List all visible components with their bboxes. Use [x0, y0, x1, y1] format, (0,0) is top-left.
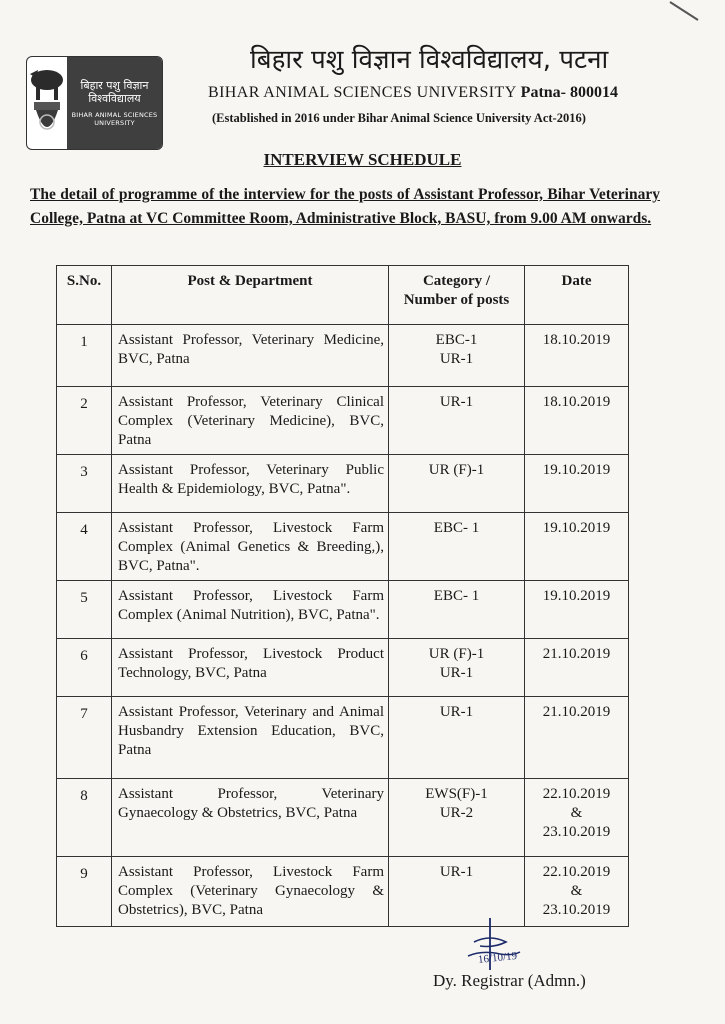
- logo-english-line2: UNIVERSITY: [94, 119, 135, 127]
- cell-post-department: Assistant Professor, Veterinary Gynaecology & Obstetrics, BVC, Patna: [112, 779, 389, 857]
- cell-post-department: Assistant Professor, Veterinary Clinical Complex (Veterinary Medicine), BVC, Patna: [112, 387, 389, 455]
- date-line: &: [570, 805, 583, 821]
- page-title: INTERVIEW SCHEDULE: [263, 150, 462, 169]
- table-row: [57, 455, 629, 513]
- cell-date: [525, 513, 629, 581]
- cell-post-department: Assistant Professor, Veterinary Public Health & Epidemiology, BVC, Patna".: [112, 455, 389, 513]
- table-row: [57, 639, 629, 697]
- logo-english-line1: BIHAR ANIMAL SCIENCES: [71, 111, 158, 119]
- cell-sno: 9: [57, 857, 112, 927]
- logo-hindi-text: बिहार पशु विज्ञान विश्वविद्यालय: [80, 79, 149, 105]
- cell-category: [389, 513, 525, 581]
- cell-sno: 6: [57, 639, 112, 697]
- cell-category: [389, 779, 525, 857]
- header-post: Post & Department: [112, 266, 389, 325]
- cell-sno: 1: [57, 325, 112, 387]
- cell-date: [525, 857, 629, 927]
- cell-category: [389, 455, 525, 513]
- category-line: EBC- 1: [433, 588, 480, 604]
- table-row: [57, 779, 629, 857]
- category-line: UR-1: [439, 665, 474, 681]
- cell-post-department: Assistant Professor, Livestock Product Technology, BVC, Patna: [112, 639, 389, 697]
- date-line: 19.10.2019: [542, 520, 611, 536]
- category-line: EWS(F)-1: [425, 786, 488, 802]
- cell-category: [389, 325, 525, 387]
- signature-date: 16/10/19: [477, 949, 518, 967]
- university-city: Patna- 800014: [520, 84, 618, 101]
- cell-post-department: Assistant Professor, Livestock Farm Complex (Animal Genetics & Breeding,), BVC, Patna".: [112, 513, 389, 581]
- cell-sno: 5: [57, 581, 112, 639]
- table-row: [57, 513, 629, 581]
- date-line: 18.10.2019: [542, 332, 611, 348]
- cell-post-department: Assistant Professor, Veterinary and Animal Husbandry Extension Education, BVC, Patna: [112, 697, 389, 779]
- category-line: UR (F)-1: [428, 462, 485, 478]
- cell-post-department: Assistant Professor, Livestock Farm Complex (Veterinary Gynaecology & Obstetrics), BVC, Patna: [112, 857, 389, 927]
- cell-sno: 8: [57, 779, 112, 857]
- intro-paragraph: The detail of programme of the interview for the posts of Assistant Professor, Bihar Veterinary College, Patna at VC Committee Room, Administrative Block, BASU, from 9.00 AM onwards.: [30, 186, 660, 227]
- cell-date: [525, 455, 629, 513]
- date-line: 19.10.2019: [542, 588, 611, 604]
- cell-sno: 3: [57, 455, 112, 513]
- cell-category: [389, 697, 525, 779]
- table-header-row: [57, 266, 629, 325]
- cell-date: [525, 779, 629, 857]
- category-line: UR-1: [439, 704, 474, 720]
- header-date: Date: [525, 266, 629, 325]
- date-line: 23.10.2019: [542, 902, 611, 918]
- header-category: [389, 266, 525, 325]
- cell-date: [525, 697, 629, 779]
- cell-date: [525, 581, 629, 639]
- header-category-line2: Number of posts: [403, 292, 510, 308]
- category-line: UR-2: [439, 805, 474, 821]
- header-category-line1: Category /: [422, 273, 491, 289]
- university-logo: [26, 56, 163, 150]
- cell-post-department: Assistant Professor, Livestock Farm Complex (Animal Nutrition), BVC, Patna".: [112, 581, 389, 639]
- table-row: [57, 325, 629, 387]
- page-corner-fold-mark: [668, 0, 708, 30]
- date-line: 19.10.2019: [542, 462, 611, 478]
- table-row: [57, 387, 629, 455]
- cow-emblem-icon: [27, 57, 67, 149]
- date-line: 22.10.2019: [542, 786, 611, 802]
- category-line: UR (F)-1: [428, 646, 485, 662]
- cell-date: [525, 387, 629, 455]
- date-line: 21.10.2019: [542, 704, 611, 720]
- category-line: UR-1: [439, 864, 474, 880]
- cell-category: [389, 639, 525, 697]
- cell-sno: 7: [57, 697, 112, 779]
- university-name: BIHAR ANIMAL SCIENCES UNIVERSITY: [208, 84, 517, 101]
- logo-text-panel: [67, 57, 162, 149]
- date-line: 22.10.2019: [542, 864, 611, 880]
- established-note: (Established in 2016 under Bihar Animal Science University Act-2016): [212, 111, 586, 125]
- signatory-designation: Dy. Registrar (Admn.): [433, 971, 586, 990]
- university-name-hindi: बिहार पशु विज्ञान विश्वविद्यालय, पटना: [250, 45, 609, 75]
- cell-date: [525, 325, 629, 387]
- date-line: 23.10.2019: [542, 824, 611, 840]
- table-row: [57, 697, 629, 779]
- logo-english-text: [72, 111, 158, 127]
- interview-schedule-table: [56, 265, 629, 927]
- category-line: EBC-1: [435, 332, 478, 348]
- date-line: &: [570, 883, 583, 899]
- cell-sno: 2: [57, 387, 112, 455]
- date-line: 21.10.2019: [542, 646, 611, 662]
- date-line: 18.10.2019: [542, 394, 611, 410]
- category-line: UR-1: [439, 351, 474, 367]
- cell-date: [525, 639, 629, 697]
- cell-category: [389, 387, 525, 455]
- university-name-english: [208, 84, 618, 102]
- cell-sno: 4: [57, 513, 112, 581]
- category-line: EBC- 1: [433, 520, 480, 536]
- cell-category: [389, 581, 525, 639]
- category-line: UR-1: [439, 394, 474, 410]
- cell-post-department: Assistant Professor, Veterinary Medicine, BVC, Patna: [112, 325, 389, 387]
- table-row: [57, 581, 629, 639]
- header-sno: S.No.: [57, 266, 112, 325]
- table-row: [57, 857, 629, 927]
